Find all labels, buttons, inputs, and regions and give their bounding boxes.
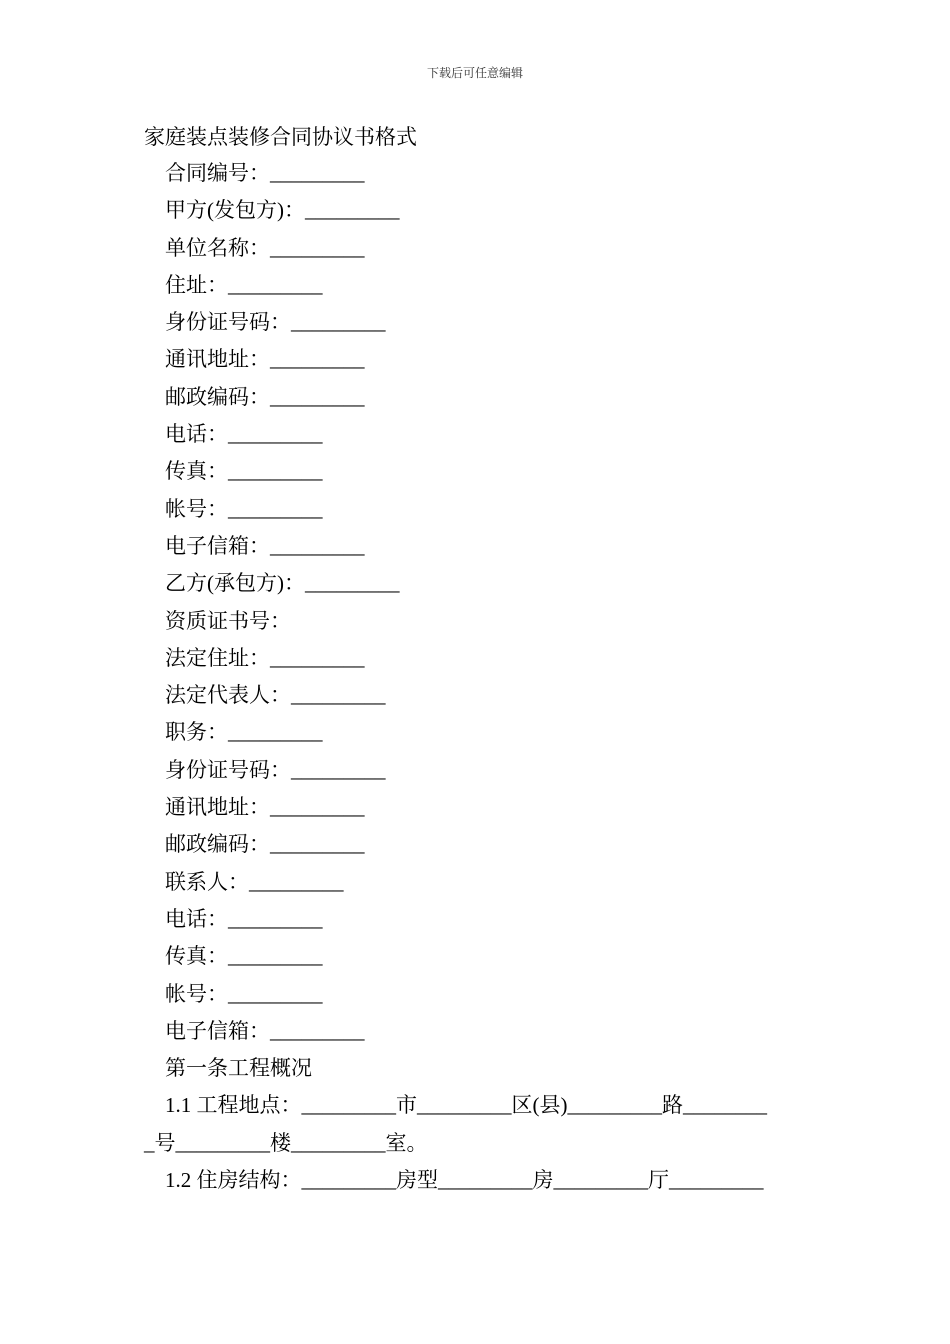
contract-line: 通讯地址：_________ (165, 347, 365, 372)
contract-line: 乙方(承包方)：_________ (165, 571, 400, 596)
contract-line: 1.2 住房结构：_________房型_________房_________厅_________ (165, 1168, 764, 1193)
contract-line: 邮政编码：_________ (165, 832, 365, 857)
contract-line: 传真：_________ (165, 944, 323, 969)
contract-line: 单位名称：_________ (165, 235, 365, 260)
contract-line: 第一条工程概况 (165, 1056, 312, 1081)
contract-line: 身份证号码：_________ (165, 310, 386, 335)
contract-line: 住址：_________ (165, 272, 323, 297)
contract-line: _号_________楼_________室。 (144, 1130, 428, 1155)
contract-line: 甲方(发包方)：_________ (165, 198, 400, 223)
page-header: 下载后可任意编辑 (426, 66, 523, 80)
contract-line: 传真：_________ (165, 459, 323, 484)
contract-line: 帐号：_________ (165, 496, 323, 521)
contract-line: 通讯地址：_________ (165, 795, 365, 820)
contract-line: 电子信箱：_________ (165, 1018, 365, 1043)
contract-line: 电子信箱：_________ (165, 533, 365, 558)
contract-line: 帐号：_________ (165, 981, 323, 1006)
contract-line: 职务：_________ (165, 720, 323, 745)
contract-line: 1.1 工程地点：_________市_________区(县)_________路________ (165, 1093, 767, 1118)
contract-line: 合同编号：_________ (165, 161, 365, 185)
document-title: 家庭装点装修合同协议书格式 (144, 125, 417, 149)
contract-line: 法定代表人：_________ (165, 683, 386, 708)
contract-line: 电话：_________ (165, 906, 323, 931)
contract-line: 资质证书号： (165, 608, 291, 633)
contract-line: 联系人：_________ (165, 869, 344, 894)
contract-body (144, 155, 814, 1199)
contract-line: 邮政编码：_________ (165, 384, 365, 409)
contract-line: 法定住址：_________ (165, 645, 365, 670)
contract-line: 电话：_________ (165, 422, 323, 447)
contract-line: 身份证号码：_________ (165, 757, 386, 782)
